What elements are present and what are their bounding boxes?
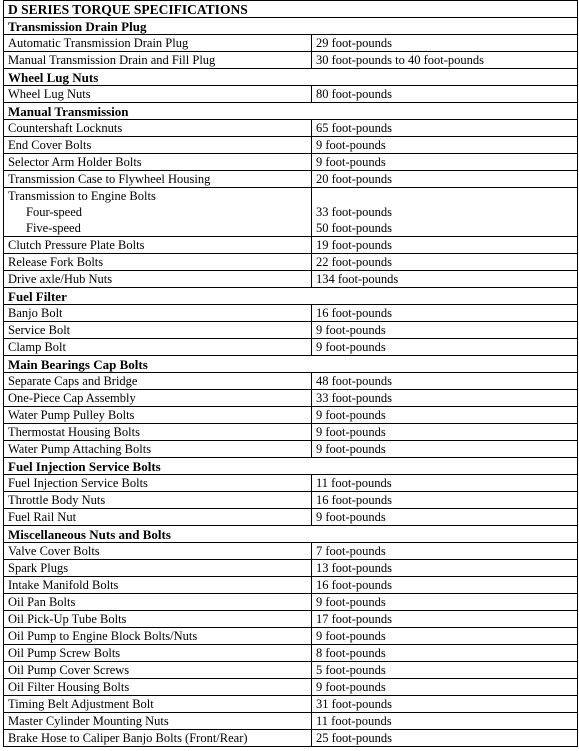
table-row	[4, 373, 578, 390]
spec-item: One-Piece Cap Assembly	[4, 390, 312, 407]
spec-item: Clutch Pressure Plate Bolts	[4, 237, 312, 254]
spec-item: Oil Pan Bolts	[4, 594, 312, 611]
spec-item: Countershaft Locknuts	[4, 120, 312, 137]
torque-value: 11 foot-pounds	[312, 713, 578, 730]
table-row	[4, 679, 578, 696]
spec-item: Fuel Injection Service Bolts	[4, 475, 312, 492]
table-row	[4, 492, 578, 509]
spec-item: Five-speed	[4, 220, 312, 237]
spec-item: Intake Manifold Bolts	[4, 577, 312, 594]
section-header-row	[4, 18, 578, 35]
table-row	[4, 171, 578, 188]
spec-item: Clamp Bolt	[4, 339, 312, 356]
spec-item: Automatic Transmission Drain Plug	[4, 35, 312, 52]
torque-value	[312, 188, 578, 205]
table-row	[4, 322, 578, 339]
table-row	[4, 594, 578, 611]
spec-item: Oil Pump to Engine Block Bolts/Nuts	[4, 628, 312, 645]
torque-value: 9 foot-pounds	[312, 407, 578, 424]
spec-item: Oil Filter Housing Bolts	[4, 679, 312, 696]
spec-item: Transmission to Engine Bolts	[4, 188, 312, 205]
torque-value: 17 foot-pounds	[312, 611, 578, 628]
torque-value: 9 foot-pounds	[312, 594, 578, 611]
spec-item: Four-speed	[4, 204, 312, 220]
torque-spec-table	[3, 0, 578, 747]
table-row	[4, 696, 578, 713]
torque-value: 33 foot-pounds	[312, 204, 578, 220]
section-header-row	[4, 103, 578, 120]
spec-item: Spark Plugs	[4, 560, 312, 577]
torque-value: 9 foot-pounds	[312, 628, 578, 645]
torque-value: 9 foot-pounds	[312, 137, 578, 154]
section-header-row	[4, 356, 578, 373]
spec-item: Oil Pick-Up Tube Bolts	[4, 611, 312, 628]
table-row	[4, 662, 578, 679]
torque-value: 9 foot-pounds	[312, 339, 578, 356]
torque-value: 5 foot-pounds	[312, 662, 578, 679]
table-row	[4, 86, 578, 103]
section-heading: Transmission Drain Plug	[4, 18, 578, 35]
section-header-row	[4, 526, 578, 543]
spec-item: Wheel Lug Nuts	[4, 86, 312, 103]
table-row	[4, 509, 578, 526]
table-row	[4, 645, 578, 662]
table-row	[4, 237, 578, 254]
spec-item: Oil Pump Cover Screws	[4, 662, 312, 679]
spec-item: Banjo Bolt	[4, 305, 312, 322]
table-row	[4, 628, 578, 645]
section-heading: Fuel Filter	[4, 288, 578, 305]
spec-item: Water Pump Pulley Bolts	[4, 407, 312, 424]
spec-item: End Cover Bolts	[4, 137, 312, 154]
section-heading: Wheel Lug Nuts	[4, 69, 578, 86]
spec-item: Oil Pump Screw Bolts	[4, 645, 312, 662]
table-row	[4, 560, 578, 577]
section-header-row	[4, 458, 578, 475]
table-row	[4, 611, 578, 628]
table-row	[4, 390, 578, 407]
table-row	[4, 577, 578, 594]
table-row	[4, 407, 578, 424]
torque-value: 33 foot-pounds	[312, 390, 578, 407]
table-row	[4, 220, 578, 237]
torque-value: 11 foot-pounds	[312, 475, 578, 492]
spec-item: Fuel Rail Nut	[4, 509, 312, 526]
spec-item: Water Pump Attaching Bolts	[4, 441, 312, 458]
table-row	[4, 475, 578, 492]
torque-value: 29 foot-pounds	[312, 35, 578, 52]
torque-value: 9 foot-pounds	[312, 679, 578, 696]
table-title: D SERIES TORQUE SPECIFICATIONS	[4, 1, 578, 18]
spec-item: Release Fork Bolts	[4, 254, 312, 271]
torque-value: 9 foot-pounds	[312, 424, 578, 441]
section-header-row	[4, 69, 578, 86]
torque-value: 30 foot-pounds to 40 foot-pounds	[312, 52, 578, 69]
title-row	[4, 1, 578, 18]
table-row	[4, 154, 578, 171]
torque-value: 16 foot-pounds	[312, 577, 578, 594]
spec-item: Throttle Body Nuts	[4, 492, 312, 509]
torque-value: 22 foot-pounds	[312, 254, 578, 271]
table-row	[4, 120, 578, 137]
table-row	[4, 441, 578, 458]
spec-item: Drive axle/Hub Nuts	[4, 271, 312, 288]
torque-value: 9 foot-pounds	[312, 441, 578, 458]
torque-value: 7 foot-pounds	[312, 543, 578, 560]
section-header-row	[4, 288, 578, 305]
table-row	[4, 339, 578, 356]
table-row	[4, 204, 578, 220]
table-row	[4, 730, 578, 747]
spec-item: Separate Caps and Bridge	[4, 373, 312, 390]
torque-value: 13 foot-pounds	[312, 560, 578, 577]
torque-value: 65 foot-pounds	[312, 120, 578, 137]
torque-value: 50 foot-pounds	[312, 220, 578, 237]
torque-value: 31 foot-pounds	[312, 696, 578, 713]
table-row	[4, 305, 578, 322]
table-row	[4, 543, 578, 560]
torque-value: 9 foot-pounds	[312, 154, 578, 171]
section-heading: Fuel Injection Service Bolts	[4, 458, 578, 475]
spec-item: Valve Cover Bolts	[4, 543, 312, 560]
section-heading: Manual Transmission	[4, 103, 578, 120]
table-body	[4, 1, 578, 747]
torque-value: 48 foot-pounds	[312, 373, 578, 390]
torque-value: 16 foot-pounds	[312, 305, 578, 322]
torque-value: 9 foot-pounds	[312, 322, 578, 339]
spec-item: Timing Belt Adjustment Bolt	[4, 696, 312, 713]
spec-item: Thermostat Housing Bolts	[4, 424, 312, 441]
torque-value: 80 foot-pounds	[312, 86, 578, 103]
table-row	[4, 713, 578, 730]
spec-item: Brake Hose to Caliper Banjo Bolts (Front/Rear)	[4, 730, 312, 747]
table-row	[4, 188, 578, 205]
table-row	[4, 137, 578, 154]
torque-value: 8 foot-pounds	[312, 645, 578, 662]
table-row	[4, 271, 578, 288]
section-heading: Main Bearings Cap Bolts	[4, 356, 578, 373]
spec-item: Transmission Case to Flywheel Housing	[4, 171, 312, 188]
spec-item: Manual Transmission Drain and Fill Plug	[4, 52, 312, 69]
section-heading: Miscellaneous Nuts and Bolts	[4, 526, 578, 543]
torque-value: 20 foot-pounds	[312, 171, 578, 188]
torque-value: 134 foot-pounds	[312, 271, 578, 288]
table-row	[4, 35, 578, 52]
torque-value: 25 foot-pounds	[312, 730, 578, 747]
spec-item: Master Cylinder Mounting Nuts	[4, 713, 312, 730]
torque-value: 19 foot-pounds	[312, 237, 578, 254]
spec-item: Selector Arm Holder Bolts	[4, 154, 312, 171]
table-row	[4, 52, 578, 69]
spec-item: Service Bolt	[4, 322, 312, 339]
torque-value: 9 foot-pounds	[312, 509, 578, 526]
table-row	[4, 424, 578, 441]
table-row	[4, 254, 578, 271]
torque-value: 16 foot-pounds	[312, 492, 578, 509]
